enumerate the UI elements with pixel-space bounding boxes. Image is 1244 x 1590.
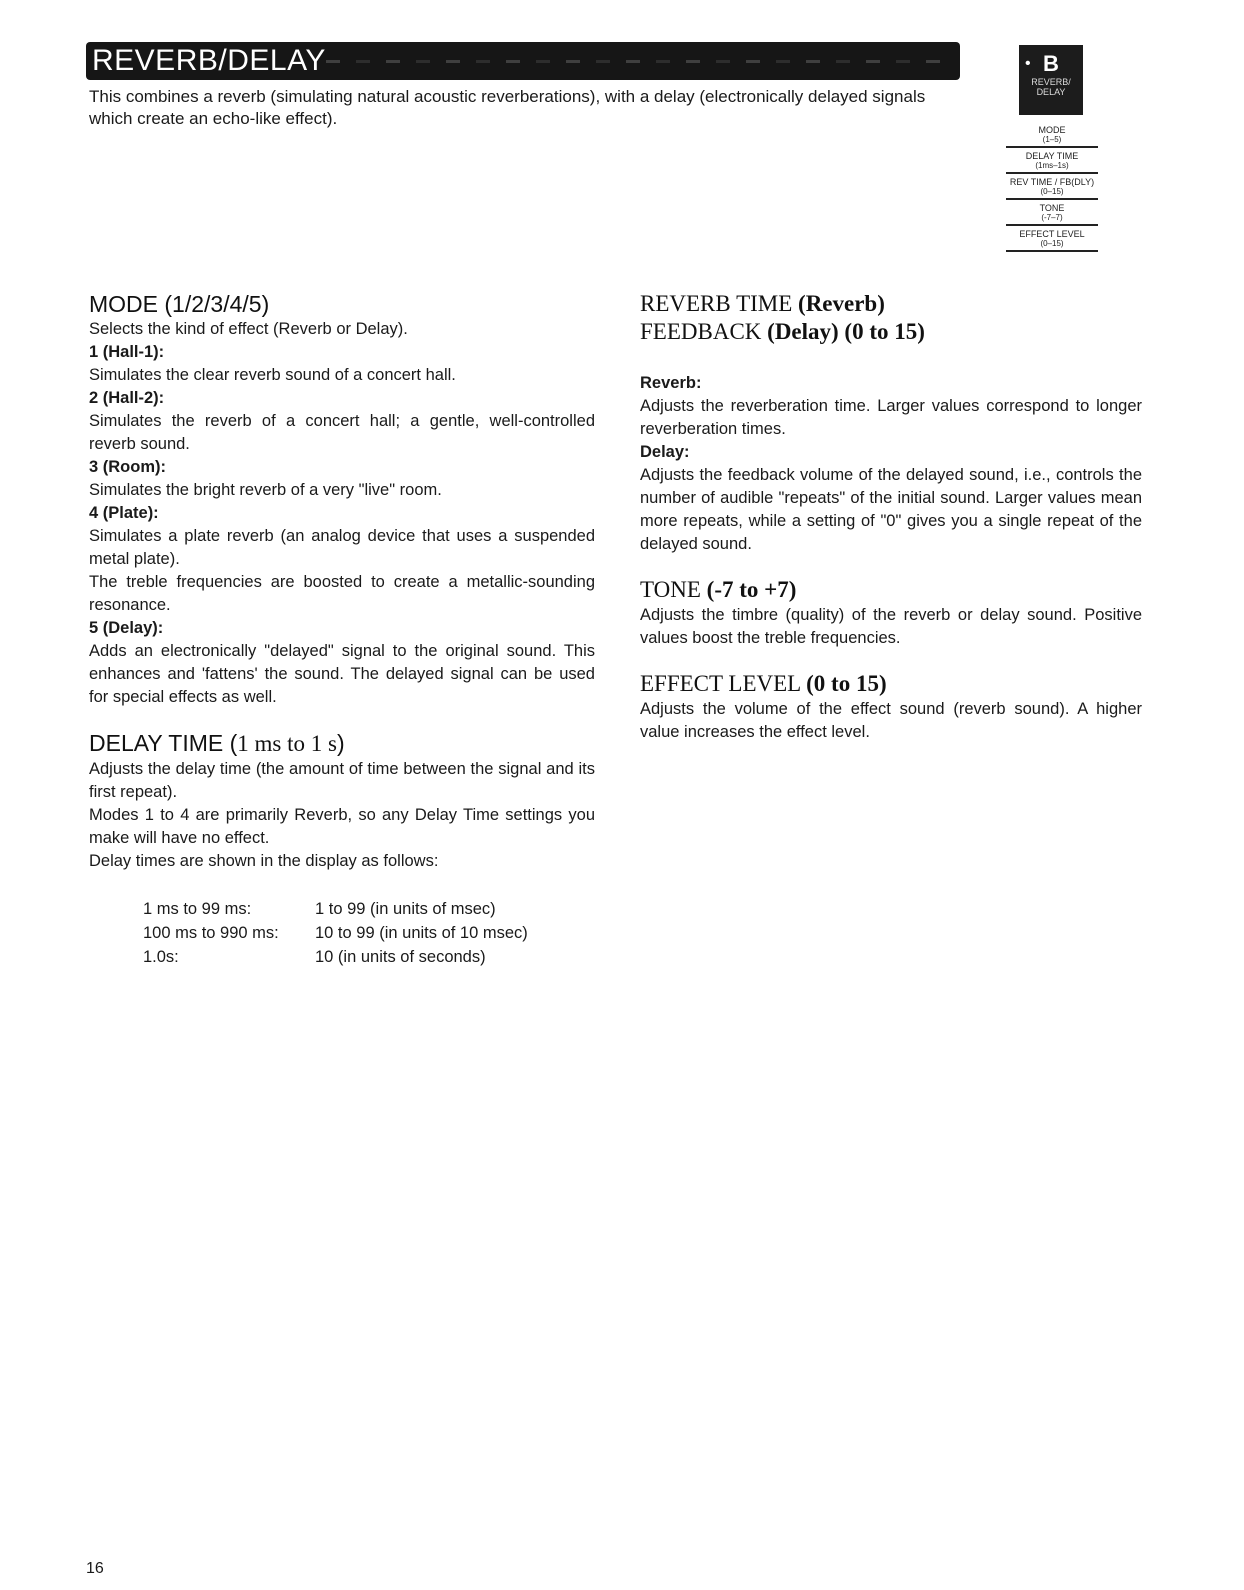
table-row: 100 ms to 990 ms: 10 to 99 (in units of 10 msec) [143,924,528,942]
delay-time-p2: Modes 1 to 4 are primarily Reverb, so any Delay Time settings you make will have no effect. [89,806,595,847]
mode-3-text: Simulates the bright reverb of a very "live" room. [89,481,442,499]
delay-text: Adjusts the feedback volume of the delayed sound, i.e., controls the number of audible "repeats" of the initial sound. Larger values mean more repeats, while a setting of "0" gives you a single repeat of the delayed sound. [640,466,1142,553]
mode-5-text: Adds an electronically "delayed" signal to the original sound. This enhances and 'fattens' the sound. The delayed signal can be used for special effects as well. [89,642,595,706]
effect-level-text: Adjusts the volume of the effect sound (reverb sound). A higher value increases the effect level. [640,700,1142,741]
effect-badge [1019,45,1083,115]
effect-level-heading: EFFECT LEVEL (0 to 15) [640,671,887,696]
mode-desc: Selects the kind of effect (Reverb or Delay). [89,320,408,338]
mode-4-text-2: The treble frequencies are boosted to create a metallic-sounding resonance. [89,573,595,614]
badge-letter: B [1043,51,1059,76]
section-title: REVERB/DELAY [92,44,326,77]
param-delay-time: DELAY TIME (1ms–1s) [1006,150,1098,174]
mode-heading: MODE (1/2/3/4/5) [89,291,270,317]
parameter-list [1006,124,1098,254]
param-mode: MODE (1–5) [1006,124,1098,148]
mode-1-text: Simulates the clear reverb sound of a concert hall. [89,366,456,384]
tone-text: Adjusts the timbre (quality) of the reverb or delay sound. Positive values boost the treble frequencies. [640,606,1142,647]
mode-5-label: 5 (Delay): [89,619,164,637]
param-tone: TONE (-7–7) [1006,202,1098,226]
reverb-time-heading: REVERB TIME (Reverb) [640,291,885,316]
page-number: 16 [86,1560,104,1577]
delay-time-p1: Adjusts the delay time (the amount of time between the signal and its first repeat). [89,760,595,801]
table-row: 1.0s: 10 (in units of seconds) [143,948,486,966]
feedback-heading: FEEDBACK (Delay) (0 to 15) [640,319,925,344]
delay-label: Delay: [640,443,690,461]
reverb-text: Adjusts the reverberation time. Larger values correspond to longer reverberation times. [640,397,1142,438]
mode-1-label: 1 (Hall-1): [89,343,165,361]
badge-line2: DELAY [1036,87,1066,97]
mode-2-label: 2 (Hall-2): [89,389,165,407]
badge-line1: REVERB/ [1031,77,1071,87]
mode-4-text: Simulates a plate reverb (an analog device that uses a suspended metal plate). [89,527,595,568]
delay-time-p3: Delay times are shown in the display as follows: [89,852,439,870]
mode-2-text: Simulates the reverb of a concert hall; a gentle, well-controlled reverb sound. [89,412,595,453]
delay-time-heading: DELAY TIME (1 ms to 1 s) [89,730,345,756]
intro-text: This combines a reverb (simulating natural acoustic reverberations), with a delay (electronically delayed signals which create an echo-like effect). [89,87,926,128]
right-column [640,290,1142,744]
delay-display-table [143,897,528,969]
param-rev-time: REV TIME / FB(DLY) (0–15) [1006,176,1098,200]
mode-3-label: 3 (Room): [89,458,166,476]
badge-bullet: • [1025,55,1031,72]
table-row: 1 ms to 99 ms: 1 to 99 (in units of msec) [143,900,496,918]
reverb-label: Reverb: [640,374,702,392]
tone-heading: TONE (-7 to +7) [640,577,797,602]
mode-4-label: 4 (Plate): [89,504,159,522]
section-title-bar [86,42,960,80]
param-effect-level: EFFECT LEVEL (0–15) [1006,228,1098,252]
title-bar-decoration [326,60,940,63]
left-column [89,290,595,969]
